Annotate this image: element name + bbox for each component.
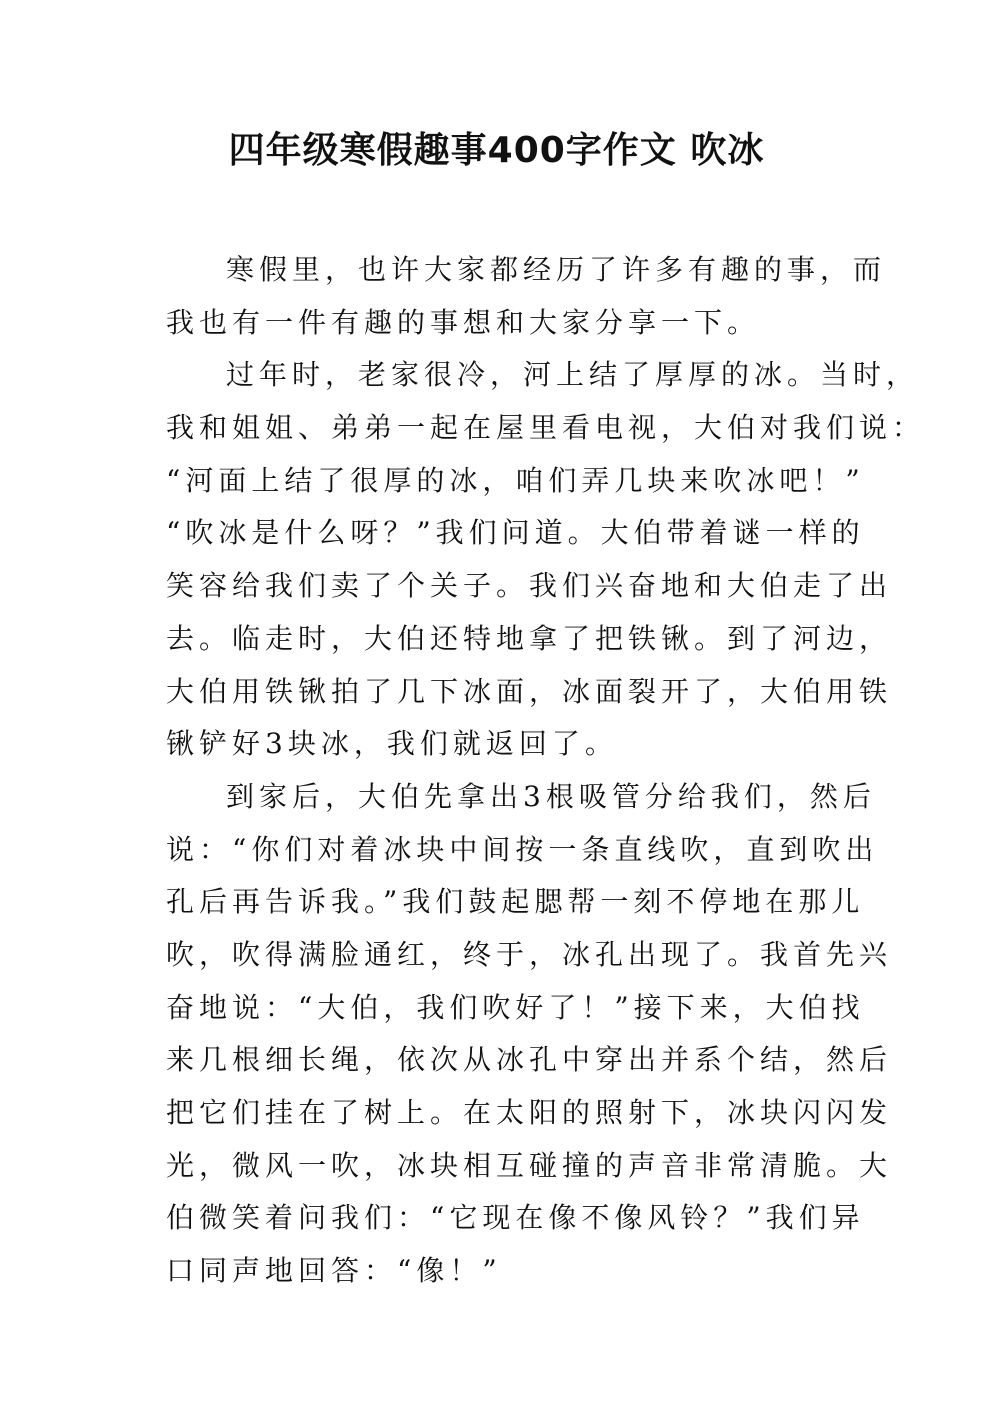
document-title: 四年级寒假趣事400字作文 吹冰 [228,130,765,171]
text-line: 吹，吹得满脸通红，终于，冰孔出现了。我首先兴 [166,937,893,971]
paragraph [166,771,893,1298]
text-line: 伯微笑着问我们：“它现在像不像风铃？”我们异 [166,1201,865,1235]
paragraph [166,244,887,349]
text-line: 我和姐姐、弟弟一起在屋里看电视，大伯对我们说： [166,411,926,445]
text-line: 大伯用铁锹拍了几下冰面，冰面裂开了，大伯用铁 [166,674,893,708]
text-line: “吹冰是什么呀？”我们问道。大伯带着谜一样的 [166,516,865,550]
text-line: “河面上结了很厚的冰，咱们弄几块来吹冰吧！” [166,463,865,497]
text-line: 笑容给我们卖了个关子。我们兴奋地和大伯走了出 [166,569,893,603]
text-line: 来几根细长绳，依次从冰孔中穿出并系个结，然后 [166,1043,893,1077]
text-line: 锹铲好3块冰，我们就返回了。 [166,727,618,761]
text-line: 过年时，老家很冷，河上结了厚厚的冰。当时， [226,358,920,392]
text-line: 把它们挂在了树上。在太阳的照射下，冰块闪闪发 [166,1096,893,1129]
text-line: 我也有一件有趣的事想和大家分享一下。 [166,305,761,339]
text-line: 孔后再告诉我。”我们鼓起腮帮一刻不停地在那儿 [166,885,865,919]
text-line: 光，微风一吹，冰块相互碰撞的声音非常清脆。大 [166,1148,893,1182]
text-line: 去。临走时，大伯还特地拿了把铁锹。到了河边， [166,621,893,655]
text-line: 到家后，大伯先拿出3根吸管分给我们，然后 [226,779,876,813]
document-body [166,244,926,1298]
text-line: 奋地说：“大伯，我们吹好了！”接下来，大伯找 [166,990,865,1024]
text-line: 寒假里，也许大家都经历了许多有趣的事，而 [226,253,887,286]
text-line: 口同声地回答：“像！” [166,1254,502,1288]
text-line: 说：“你们对着冰块中间按一条直线吹，直到吹出 [166,832,879,866]
paragraph [166,349,926,771]
